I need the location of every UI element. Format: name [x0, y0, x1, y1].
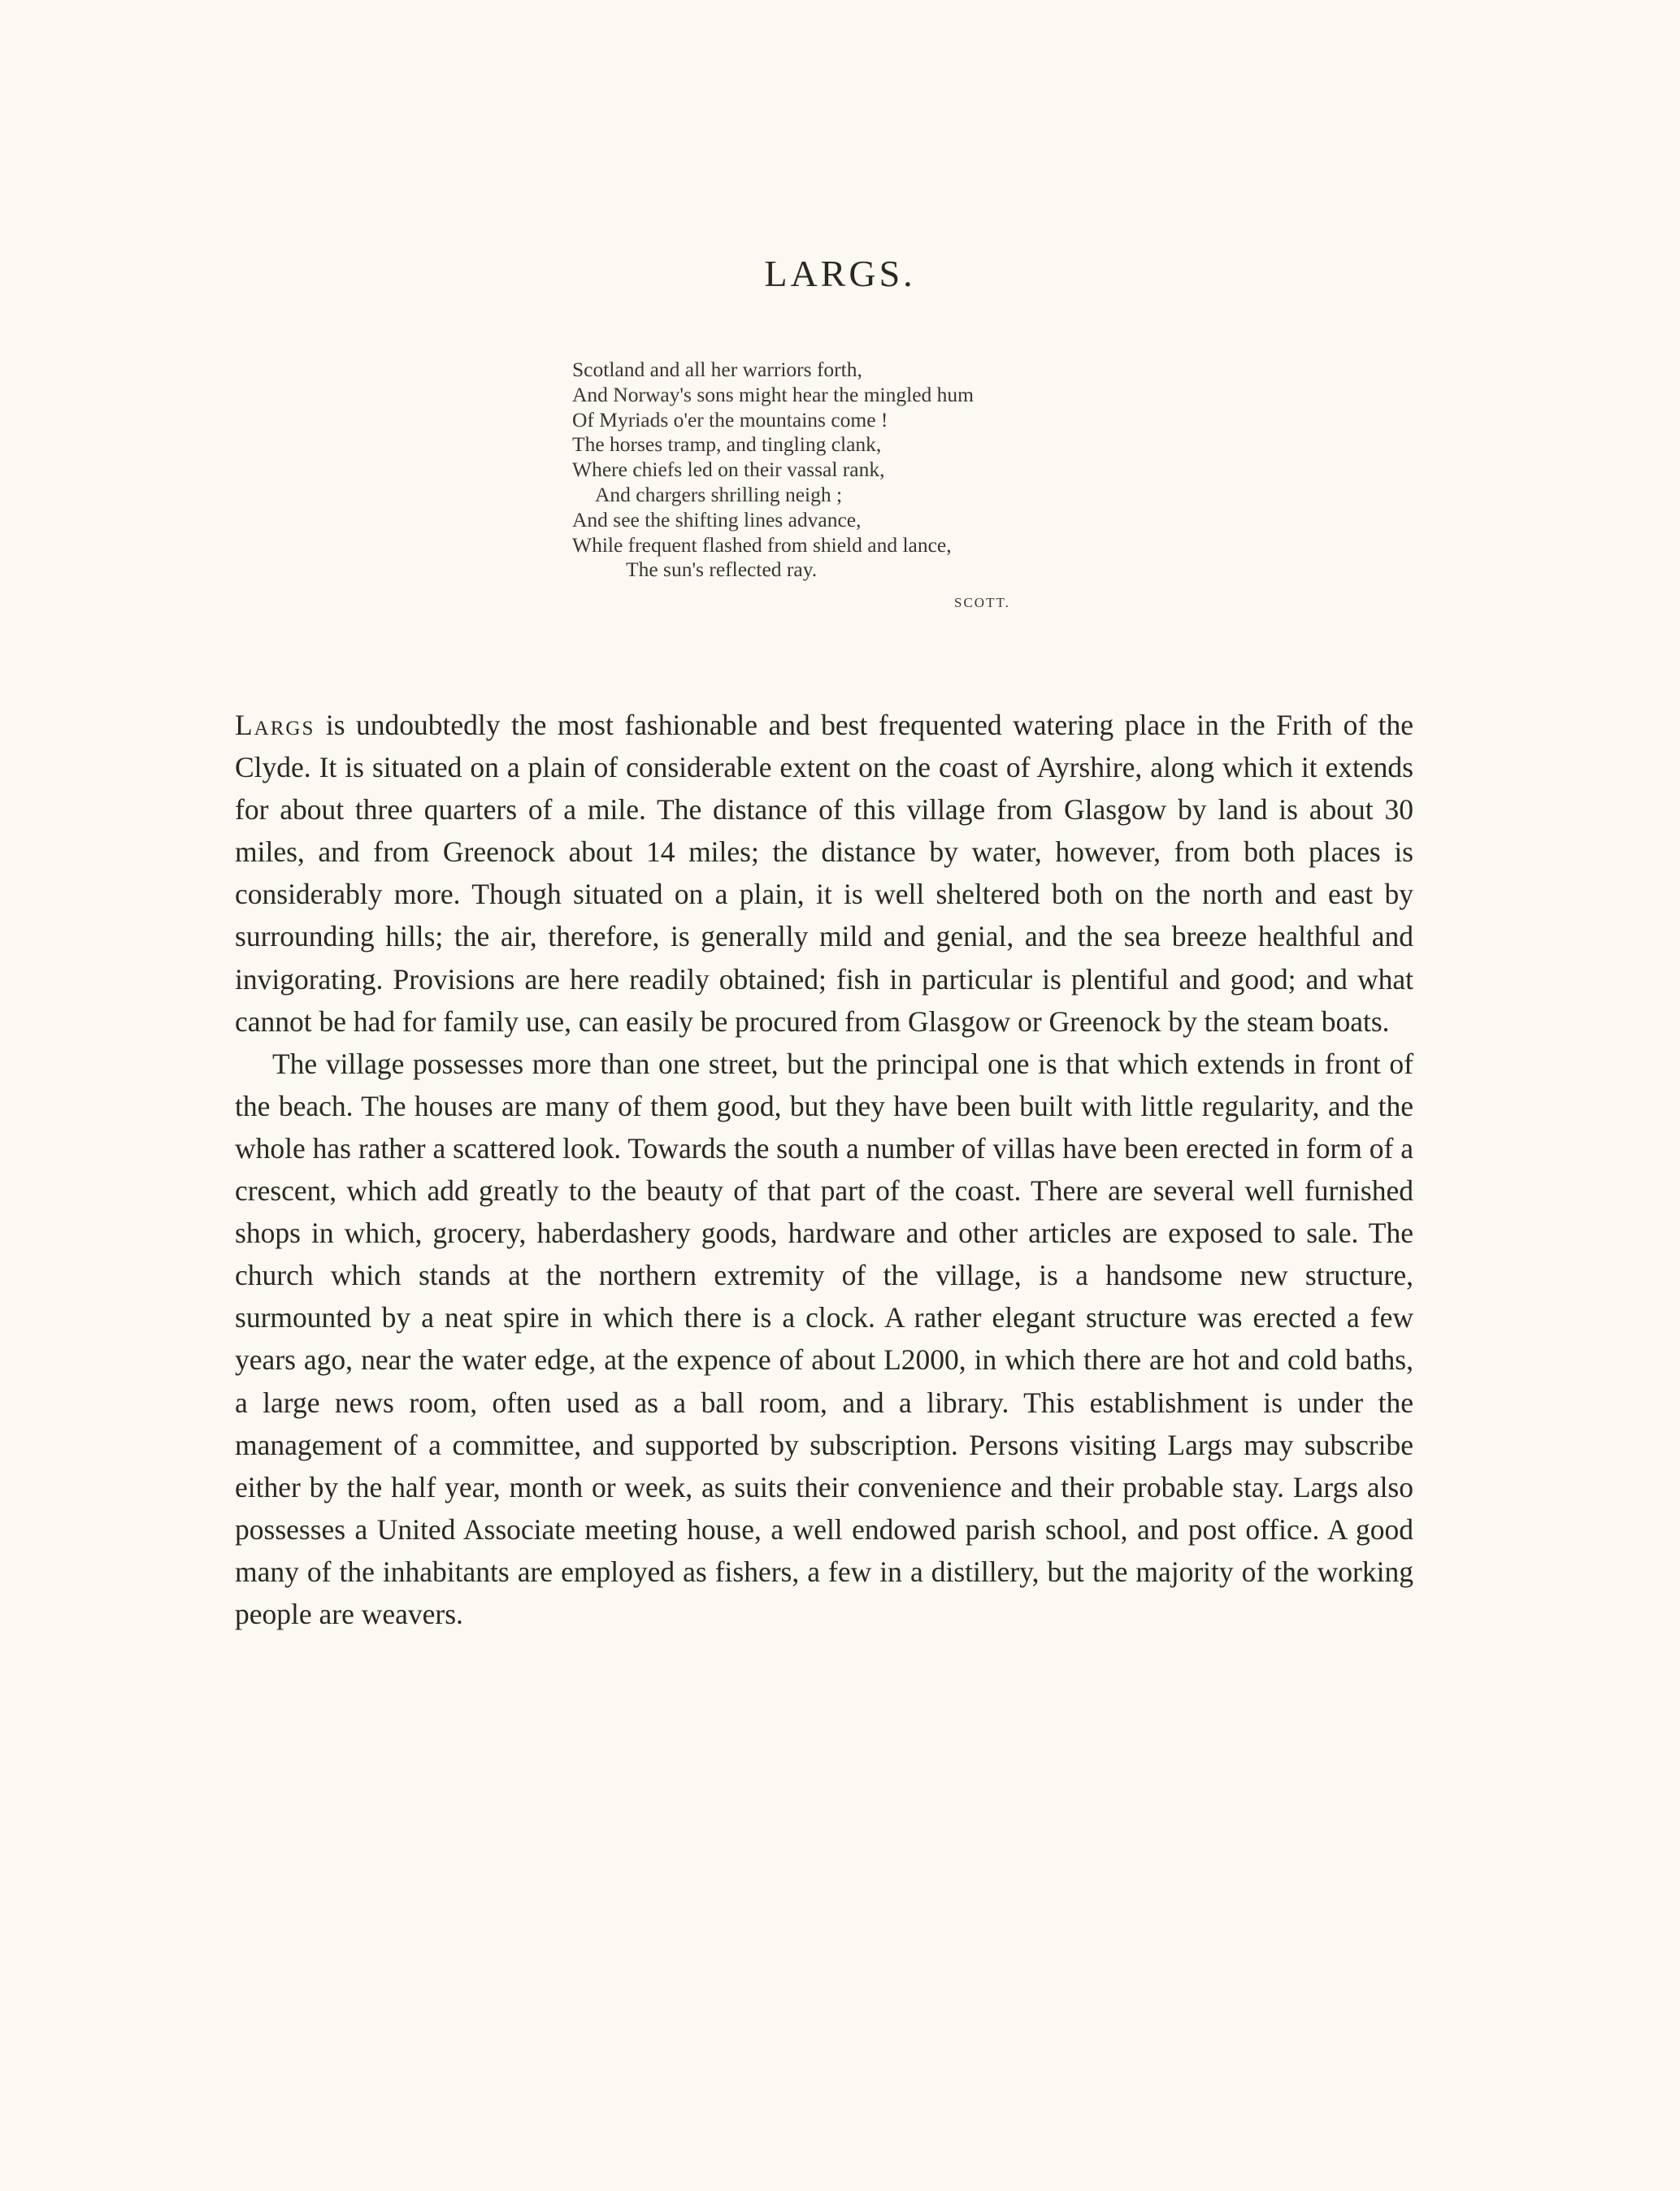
paragraph-2: The village possesses more than one street, but the principal one is that which extends in front of the beach. The houses are many of them good, but they have been built with little regularity, and the whole has rather a scattered look. Towards the south a number of villas have been erected in form of a crescent, which add greatly to the beauty of that part of the coast. There are several well furnished shops in which, grocery, haberdashery goods, hardware and other articles are exposed to sale. The church which stands at the northern extremity of the village, is a handsome new structure, surmounted by a neat spire in which there is a clock. A rather elegant structure was erected a few years ago, near the water edge, at the expence of about L2000, in which there are hot and cold baths, a large news room, often used as a ball room, and a library. This establishment is under the management of a committee, and supported by subscription. Persons visiting Largs may subscribe either by the half year, month or week, as suits their convenience and their probable stay. Largs also possesses a United Associate meeting house, a well endowed parish school, and post office. A good many of the inhabitants are employed as fishers, a few in a distillery, but the majority of the working people are weavers. [235, 1047, 1413, 1630]
paragraph-1-text: is undoubtedly the most fashionable and best frequented watering place in the Frith of the Clyde. It is situated on a plain of considerable extent on the coast of Ayrshire, along which it extends for about three quarters of a mile. The distance of this village from Glasgow by land is about 30 miles, and from Greenock about 14 miles; the distance by water, however, from both places is considerably more. Though situated on a plain, it is well sheltered both on the north and east by surrounding hills; the air, therefore, is generally mild and genial, and the sea breeze healthful and invigorating. Provisions are here readily obtained; fish in particular is plentiful and good; and what cannot be had for family use, can easily be procured from Glasgow or Greenock by the steam boats. [235, 709, 1413, 1038]
epigraph-line: Where chiefs led on their vassal rank, [572, 458, 885, 482]
epigraph-attribution: SCOTT. [954, 595, 1010, 611]
epigraph-line: And Norway's sons might hear the mingled hum [572, 382, 974, 406]
paragraph-1 [235, 704, 1413, 1043]
page-title: LARGS. [764, 253, 916, 294]
epigraph-line: And chargers shrilling neigh ; [595, 482, 843, 506]
epigraph-line: The horses tramp, and tingling clank, [572, 432, 882, 457]
paragraph-lead-word: Largs [235, 709, 315, 741]
epigraph-line: Of Myriads o'er the mountains come ! [572, 407, 888, 432]
epigraph-line: While frequent flashed from shield and lance, [572, 532, 952, 557]
epigraph [572, 358, 1190, 616]
epigraph-line: And see the shifting lines advance, [572, 507, 862, 531]
epigraph-line: The sun's reflected ray. [626, 558, 818, 582]
body-text [235, 704, 1413, 1635]
epigraph-line: Scotland and all her warriors forth, [572, 358, 862, 381]
